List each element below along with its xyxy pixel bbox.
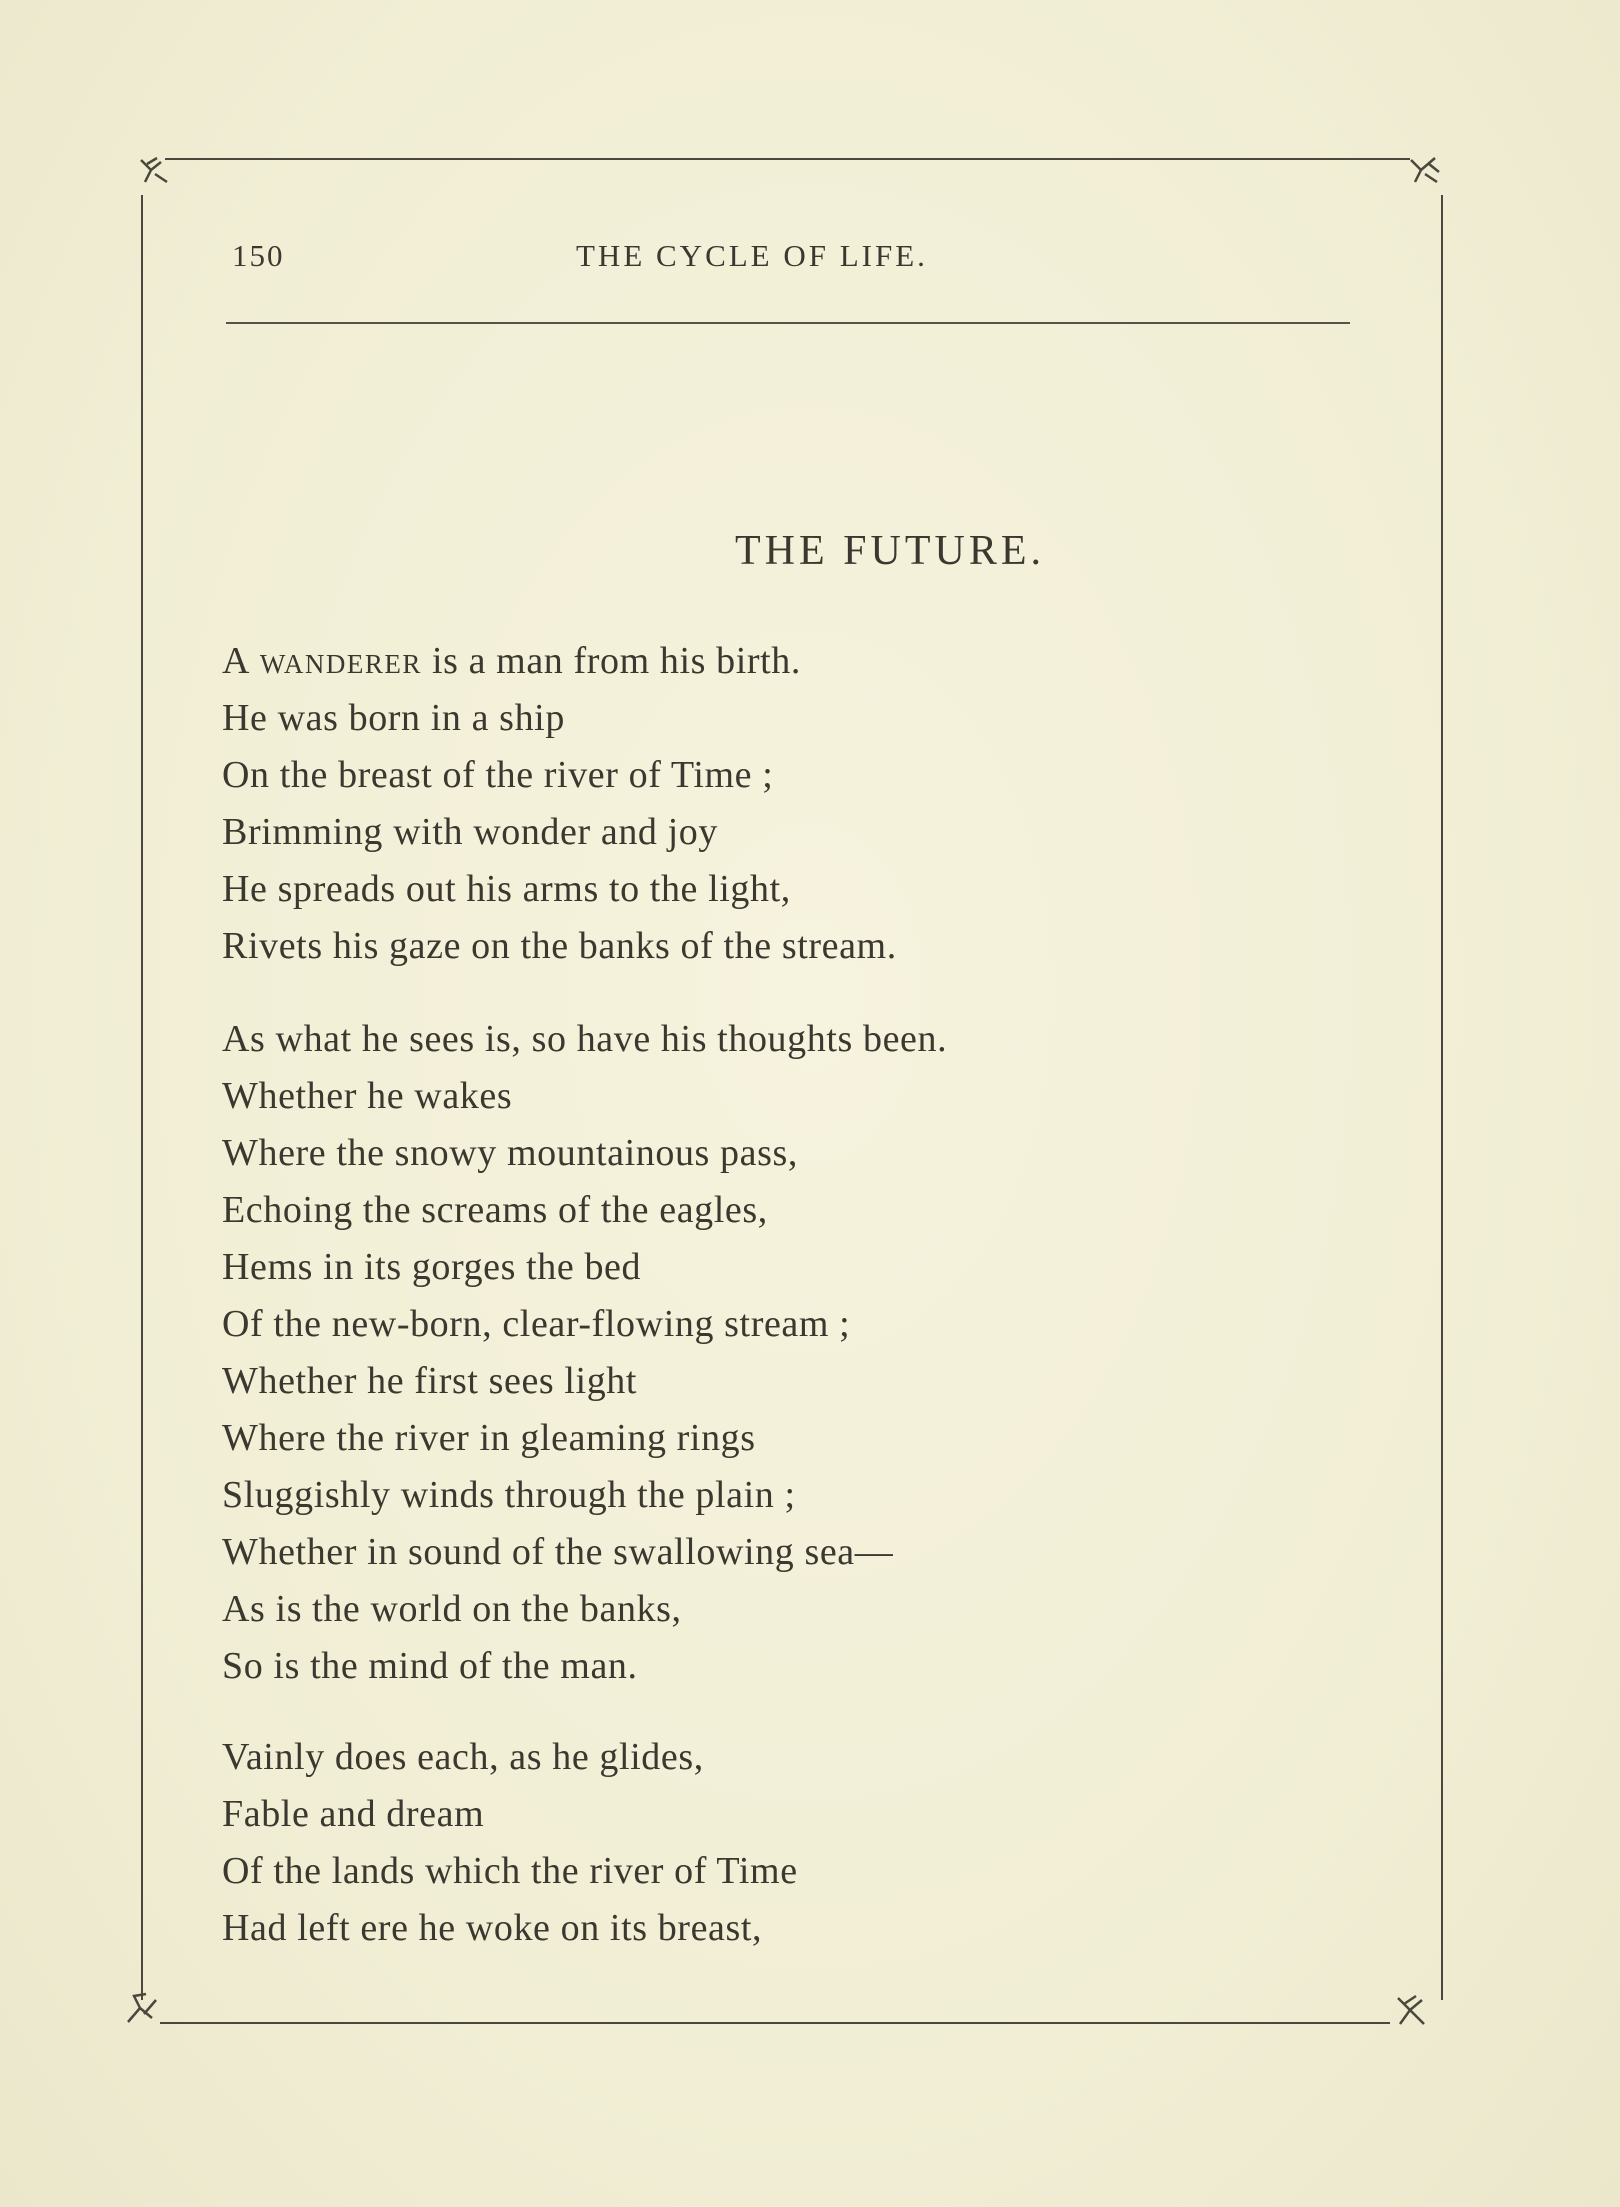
poem-line: Whether in sound of the swallowing sea—	[222, 1531, 894, 1573]
poem-line: Hems in its gorges the bed	[222, 1246, 642, 1288]
poem-line: Rivets his gaze on the banks of the stream.	[222, 925, 897, 967]
opening-small-caps: A wanderer	[222, 640, 422, 682]
corner-ornament-top-left-icon	[137, 152, 177, 192]
poem-line: Vainly does each, as he glides,	[222, 1736, 704, 1778]
page-number: 150	[232, 238, 285, 273]
poem-line: Fable and dream	[222, 1793, 485, 1835]
stanza-2	[222, 1011, 1362, 1695]
poem-line: He spreads out his arms to the light,	[222, 868, 791, 910]
frame-top-rule	[165, 158, 1410, 160]
poem-line: Where the snowy mountainous pass,	[222, 1132, 798, 1174]
frame-bottom-rule	[160, 2022, 1390, 2024]
poem-title: THE FUTURE.	[735, 528, 1045, 574]
poem-line: Whether he first sees light	[222, 1360, 638, 1402]
poem-line: Echoing the screams of the eagles,	[222, 1189, 768, 1231]
stanza-3	[222, 1729, 1362, 1957]
frame-right-rule	[1441, 195, 1443, 2000]
running-head	[232, 238, 1352, 288]
corner-ornament-bottom-right-icon	[1390, 1990, 1430, 2030]
poem-line: On the breast of the river of Time ;	[222, 754, 774, 796]
poem-title-wrap	[0, 527, 1620, 575]
poem-line: Had left ere he woke on its breast,	[222, 1907, 763, 1949]
poem-line: As what he sees is, so have his thoughts been.	[222, 1018, 948, 1060]
poem-line: As is the world on the banks,	[222, 1588, 682, 1630]
corner-ornament-bottom-left-icon	[122, 1988, 162, 2028]
poem-line: Where the river in gleaming rings	[222, 1417, 756, 1459]
poem-line: A wanderer is a man from his birth.	[222, 640, 801, 682]
poem-line: Sluggishly winds through the plain ;	[222, 1474, 796, 1516]
running-title: THE CYCLE OF LIFE.	[576, 238, 928, 273]
poem-line: Brimming with wonder and joy	[222, 811, 718, 853]
poem-line: Of the lands which the river of Time	[222, 1850, 798, 1892]
poem-line: So is the mind of the man.	[222, 1645, 638, 1687]
poem-line: He was born in a ship	[222, 697, 565, 739]
corner-ornament-top-right-icon	[1405, 150, 1445, 190]
stanza-1	[222, 633, 1362, 975]
poem-line: Of the new-born, clear-flowing stream ;	[222, 1303, 851, 1345]
poem-line: Whether he wakes	[222, 1075, 513, 1117]
header-rule	[226, 322, 1350, 324]
frame-left-rule	[141, 195, 143, 2000]
